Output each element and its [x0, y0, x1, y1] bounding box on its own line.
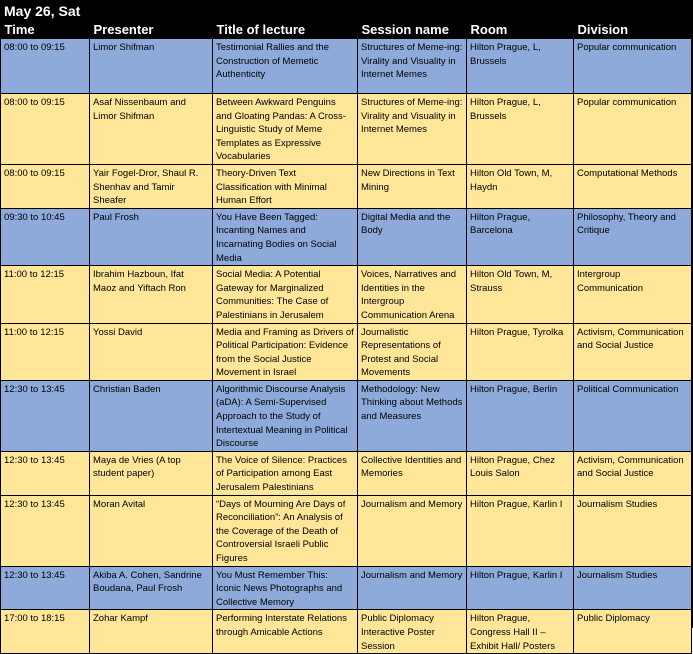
cell-division: Political Communication — [574, 380, 692, 451]
cell-division: Philosophy, Theory and Critique — [574, 208, 692, 265]
cell-session: Digital Media and the Body — [358, 208, 467, 265]
cell-title: Between Awkward Penguins and Gloating Pandas: A Cross-Linguistic Study of Meme Templates as Expressive Vocabularies — [213, 94, 358, 165]
cell-division: Public Diplomacy — [574, 610, 692, 654]
cell-room: Hilton Prague, Karlin I — [467, 566, 574, 610]
table-row — [1, 610, 692, 654]
cell-session: Structures of Meme-ing: Virality and Visuality in Internet Memes — [358, 39, 467, 94]
cell-time: 08:00 to 09:15 — [1, 94, 90, 165]
column-header-time: Time — [1, 22, 90, 39]
cell-room: Hilton Prague, Barcelona — [467, 208, 574, 265]
cell-presenter: Moran Avital — [90, 495, 213, 566]
cell-presenter: Yossi David — [90, 323, 213, 380]
table-row — [1, 380, 692, 451]
cell-title: Social Media: A Potential Gateway for Marginalized Communities: The Case of Palestinians in Jerusalem — [213, 266, 358, 323]
page-title: May 26, Sat — [0, 0, 693, 22]
cell-session: Journalism and Memory — [358, 495, 467, 566]
cell-time: 11:00 to 12:15 — [1, 266, 90, 323]
cell-time: 12:30 to 13:45 — [1, 495, 90, 566]
cell-time: 12:30 to 13:45 — [1, 380, 90, 451]
cell-time: 09:30 to 10:45 — [1, 208, 90, 265]
cell-division: Journalism Studies — [574, 566, 692, 610]
cell-title: Testimonial Rallies and the Construction of Memetic Authenticity — [213, 39, 358, 94]
cell-title: Theory-Driven Text Classification with Minimal Human Effort — [213, 164, 358, 208]
cell-room: Hilton Old Town, M, Strauss — [467, 266, 574, 323]
cell-session: Journalistic Representations of Protest and Social Movements — [358, 323, 467, 380]
cell-session: Voices, Narratives and Identities in the Intergroup Communication Arena — [358, 266, 467, 323]
cell-time: 12:30 to 13:45 — [1, 451, 90, 495]
cell-division: Popular communication — [574, 39, 692, 94]
cell-room: Hilton Prague, Chez Louis Salon — [467, 451, 574, 495]
cell-title: Algorithmic Discourse Analysis (aDA): A Semi-Supervised Approach to the Study of Intertextual Meaning in Political Discourse — [213, 380, 358, 451]
table-row — [1, 266, 692, 323]
cell-title: “Days of Mourning Are Days of Reconciliation”: An Analysis of the Coverage of the Death of Controversial Israeli Public Figures — [213, 495, 358, 566]
table-row — [1, 451, 692, 495]
table-row — [1, 94, 692, 165]
cell-title: The Voice of Silence: Practices of Participation among East Jerusalem Palestinians — [213, 451, 358, 495]
cell-session: Collective Identities and Memories — [358, 451, 467, 495]
cell-time: 11:00 to 12:15 — [1, 323, 90, 380]
cell-presenter: Akiba A. Cohen, Sandrine Boudana, Paul Frosh — [90, 566, 213, 610]
column-header-title: Title of lecture — [213, 22, 358, 39]
cell-room: Hilton Prague, L, Brussels — [467, 94, 574, 165]
cell-room: Hilton Prague, Congress Hall II – Exhibit Hall/ Posters — [467, 610, 574, 654]
table-row — [1, 495, 692, 566]
cell-room: Hilton Old Town, M, Haydn — [467, 164, 574, 208]
cell-division: Activism, Communication and Social Justice — [574, 323, 692, 380]
cell-time: 08:00 to 09:15 — [1, 164, 90, 208]
cell-room: Hilton Prague, Karlin I — [467, 495, 574, 566]
cell-presenter: Zohar Kampf — [90, 610, 213, 654]
schedule-table — [0, 22, 692, 654]
cell-title: You Must Remember This: Iconic News Photographs and Collective Memory — [213, 566, 358, 610]
table-row — [1, 323, 692, 380]
column-header-division: Division — [574, 22, 692, 39]
cell-title: Performing Interstate Relations through Amicable Actions — [213, 610, 358, 654]
cell-title: Media and Framing as Drivers of Political Participation: Evidence from the Social Justice Movement in Israel — [213, 323, 358, 380]
cell-division: Popular communication — [574, 94, 692, 165]
column-header-presenter: Presenter — [90, 22, 213, 39]
cell-presenter: Maya de Vries (A top student paper) — [90, 451, 213, 495]
cell-presenter: Yair Fogel-Dror, Shaul R. Shenhav and Tamir Sheafer — [90, 164, 213, 208]
cell-room: Hilton Prague, Berlin — [467, 380, 574, 451]
cell-presenter: Limor Shifman — [90, 39, 213, 94]
cell-presenter: Ibrahim Hazboun, Ifat Maoz and Yiftach Ron — [90, 266, 213, 323]
cell-time: 17:00 to 18:15 — [1, 610, 90, 654]
cell-session: Methodology: New Thinking about Methods and Measures — [358, 380, 467, 451]
cell-session: Public Diplomacy Interactive Poster Session — [358, 610, 467, 654]
cell-division: Computational Methods — [574, 164, 692, 208]
table-row — [1, 164, 692, 208]
cell-time: 12:30 to 13:45 — [1, 566, 90, 610]
table-row — [1, 39, 692, 94]
table-row — [1, 566, 692, 610]
cell-room: Hilton Prague, L, Brussels — [467, 39, 574, 94]
cell-division: Intergroup Communication — [574, 266, 692, 323]
cell-title: You Have Been Tagged: Incanting Names and Incarnating Bodies on Social Media — [213, 208, 358, 265]
column-header-room: Room — [467, 22, 574, 39]
table-row — [1, 208, 692, 265]
cell-presenter: Christian Baden — [90, 380, 213, 451]
cell-division: Activism, Communication and Social Justice — [574, 451, 692, 495]
cell-presenter: Paul Frosh — [90, 208, 213, 265]
cell-session: Journalism and Memory — [358, 566, 467, 610]
cell-time: 08:00 to 09:15 — [1, 39, 90, 94]
cell-division: Journalism Studies — [574, 495, 692, 566]
column-header-session: Session name — [358, 22, 467, 39]
cell-presenter: Asaf Nissenbaum and Limor Shifman — [90, 94, 213, 165]
cell-session: Structures of Meme-ing: Virality and Visuality in Internet Memes — [358, 94, 467, 165]
cell-room: Hilton Prague, Tyrolka — [467, 323, 574, 380]
header-row — [1, 22, 692, 39]
table-body — [1, 39, 692, 654]
cell-session: New Directions in Text Mining — [358, 164, 467, 208]
